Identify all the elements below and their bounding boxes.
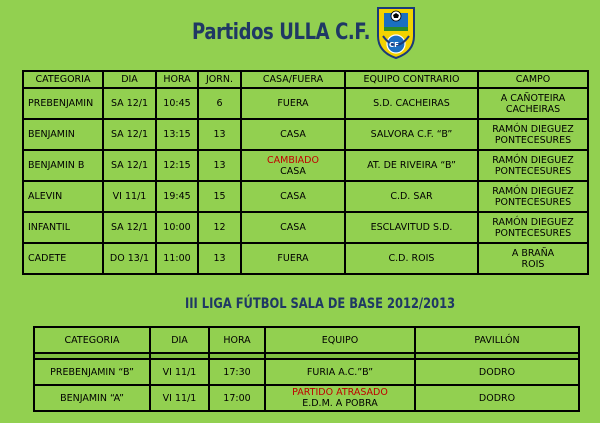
atrasado-note: PARTIDO ATRASADO bbox=[292, 387, 388, 398]
campo-line-2: PONTECESURES bbox=[494, 227, 572, 239]
casa-fuera-value: CASA bbox=[280, 165, 306, 177]
campo-line-1: RAMÓN DIEGUEZ bbox=[492, 154, 574, 166]
cell-jorn: 6 bbox=[198, 88, 241, 119]
cell-campo bbox=[478, 88, 588, 119]
cell-dia: DO 13/1 bbox=[103, 243, 156, 274]
header-hora: HORA bbox=[209, 327, 265, 353]
cell-hora: 13:15 bbox=[156, 119, 198, 150]
cell-hora: 17:00 bbox=[209, 385, 265, 411]
cell-campo bbox=[478, 212, 588, 243]
club-crest-logo bbox=[375, 6, 417, 60]
campo-line-2: CACHEIRAS bbox=[505, 103, 561, 115]
cell-categoria: BENJAMIN bbox=[23, 119, 103, 150]
cell-hora: 19:45 bbox=[156, 181, 198, 212]
header-campo: CAMPO bbox=[478, 71, 588, 88]
cell-casa-fuera: FUERA bbox=[241, 243, 345, 274]
cell-equipo: ESCLAVITUD S.D. bbox=[345, 212, 478, 243]
cell-jorn: 13 bbox=[198, 243, 241, 274]
header-equipo-contrario: EQUIPO CONTRARIO bbox=[345, 71, 478, 88]
cell-categoria: BENJAMIN B bbox=[23, 150, 103, 181]
cell-jorn: 13 bbox=[198, 119, 241, 150]
header-jorn: JORN. bbox=[198, 71, 241, 88]
cell-campo bbox=[478, 181, 588, 212]
cell-equipo bbox=[265, 385, 415, 411]
header-casa-fuera: CASA/FUERA bbox=[241, 71, 345, 88]
section-subtitle: III LIGA FÚTBOL SALA DE BASE 2012/2013 bbox=[185, 296, 456, 312]
page-title: Partidos ULLA C.F. bbox=[192, 20, 371, 45]
cell-jorn: 12 bbox=[198, 212, 241, 243]
cell-jorn: 15 bbox=[198, 181, 241, 212]
campo-line-1: RAMÓN DIEGUEZ bbox=[492, 185, 574, 197]
futsal-table bbox=[33, 326, 580, 412]
campo-line-1: RAMÓN DIEGUEZ bbox=[492, 123, 574, 135]
cell-equipo: S.D. CACHEIRAS bbox=[345, 88, 478, 119]
header-categoria: CATEGORIA bbox=[23, 71, 103, 88]
campo-line-2: PONTECESURES bbox=[494, 196, 572, 208]
cell-pavillon: DODRO bbox=[415, 385, 579, 411]
cell-categoria: PREBENJAMIN bbox=[23, 88, 103, 119]
cell-casa-fuera: CASA bbox=[241, 212, 345, 243]
cell-dia: VI 11/1 bbox=[103, 181, 156, 212]
cambiado-note: CAMBIADO bbox=[267, 154, 319, 166]
cell-categoria: BENJAMIN “A” bbox=[34, 385, 150, 411]
cell-categoria: ALEVIN bbox=[23, 181, 103, 212]
header-equipo: EQUIPO bbox=[265, 327, 415, 353]
cell-dia: SA 12/1 bbox=[103, 119, 156, 150]
cell-dia: VI 11/1 bbox=[150, 385, 209, 411]
cell-categoria: INFANTIL bbox=[23, 212, 103, 243]
cell-campo bbox=[478, 243, 588, 274]
cell-equipo: AT. DE RIVEIRA “B” bbox=[345, 150, 478, 181]
campo-line-2: PONTECESURES bbox=[494, 134, 572, 146]
cell-hora: 17:30 bbox=[209, 359, 265, 385]
cell-dia: SA 12/1 bbox=[103, 88, 156, 119]
cell-categoria: CADETE bbox=[23, 243, 103, 274]
header-pavillon: PAVILLÓN bbox=[415, 327, 579, 353]
header-hora: HORA bbox=[156, 71, 198, 88]
table-row bbox=[23, 88, 588, 119]
table-header-row bbox=[34, 327, 579, 353]
campo-line-1: A CAÑOTEIRA bbox=[500, 92, 566, 104]
table-row bbox=[23, 212, 588, 243]
cell-categoria: PREBENJAMIN “B” bbox=[34, 359, 150, 385]
cell-equipo: SALVORA C.F. “B” bbox=[345, 119, 478, 150]
cell-campo bbox=[478, 119, 588, 150]
cell-dia: VI 11/1 bbox=[150, 359, 209, 385]
table-row bbox=[34, 359, 579, 385]
cell-hora: 11:00 bbox=[156, 243, 198, 274]
cell-casa-fuera: CASA bbox=[241, 119, 345, 150]
campo-line-2: ROIS bbox=[521, 258, 545, 270]
crest-initials: CF bbox=[389, 41, 399, 49]
cell-equipo: C.D. SAR bbox=[345, 181, 478, 212]
header-categoria: CATEGORIA bbox=[34, 327, 150, 353]
campo-line-1: RAMÓN DIEGUEZ bbox=[492, 216, 574, 228]
cell-pavillon: DODRO bbox=[415, 359, 579, 385]
cell-dia: SA 12/1 bbox=[103, 150, 156, 181]
equipo-value: E.D.M. A POBRA bbox=[302, 398, 378, 409]
campo-line-2: PONTECESURES bbox=[494, 165, 572, 177]
table-row bbox=[23, 181, 588, 212]
cell-campo bbox=[478, 150, 588, 181]
cell-casa-fuera: CASA bbox=[241, 181, 345, 212]
cell-hora: 12:15 bbox=[156, 150, 198, 181]
cell-equipo: C.D. ROIS bbox=[345, 243, 478, 274]
cell-jorn: 13 bbox=[198, 150, 241, 181]
table-row bbox=[23, 243, 588, 274]
table-row bbox=[34, 385, 579, 411]
cell-equipo: FURIA A.C.”B” bbox=[265, 359, 415, 385]
header-dia: DIA bbox=[150, 327, 209, 353]
cell-dia: SA 12/1 bbox=[103, 212, 156, 243]
campo-line-1: A BRAÑA bbox=[511, 247, 555, 259]
table-row bbox=[23, 119, 588, 150]
cell-hora: 10:00 bbox=[156, 212, 198, 243]
cell-casa-fuera bbox=[241, 150, 345, 181]
table-row bbox=[23, 150, 588, 181]
cell-hora: 10:45 bbox=[156, 88, 198, 119]
cell-casa-fuera: FUERA bbox=[241, 88, 345, 119]
fixtures-table bbox=[22, 70, 589, 275]
header-dia: DIA bbox=[103, 71, 156, 88]
table-header-row bbox=[23, 71, 588, 88]
